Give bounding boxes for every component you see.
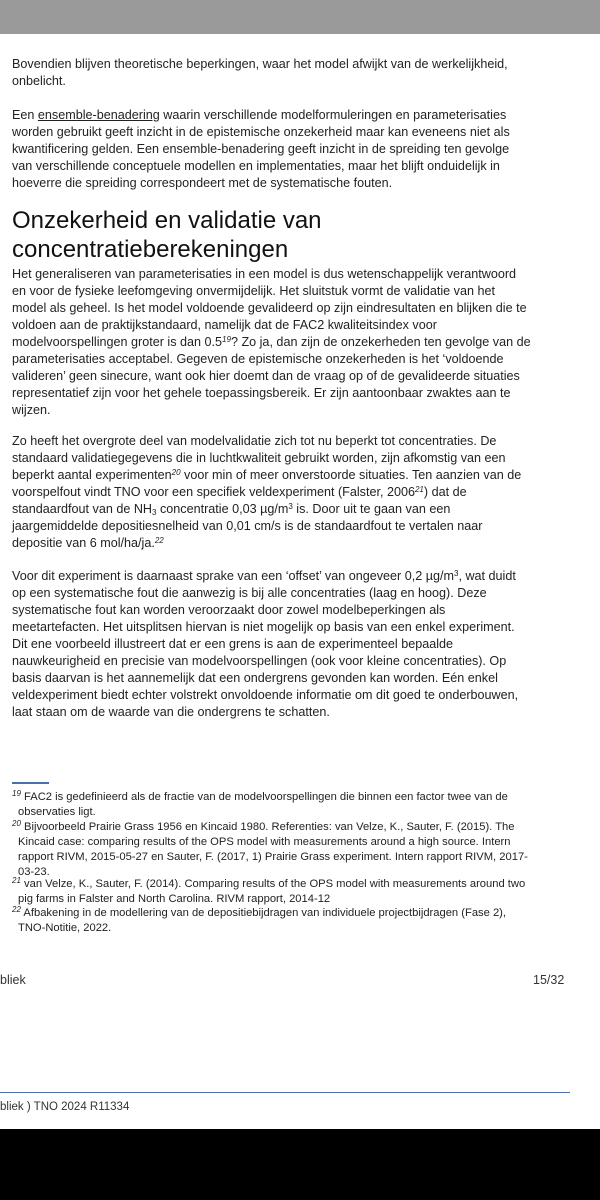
paragraph-concentrations: Zo heeft het overgrote deel van modelvalidatie zich tot nu beperkt tot concentraties. De standaard validatiegegevens die in luchtkwaliteit gebruikt worden, zijn afkomstig van een beperkt aantal experimenten$^{20}$ voor min of meer onverstoorde situaties. Ten aanzien van de voorspelfout vindt TNO voor een specifiek veldexperiment (Falster, 2006$^{21}$) dat de standaardfout van de $NH_3$ concentratie 0,03 $\mu g/m^3$ is. Door uit te gaan van een jaargemiddelde depositiesnelheid van 0,01 cm/s is de standaardfout te vertalen naar depositie van 6 mol/ha/ja.$^{22}$ xyxy=(12,434,522,550)
footer-left-text: bliek xyxy=(0,973,26,987)
footnote-21: $^{21}$ van Velze, K., Sauter, F. (2014). Comparing results of the OPS model with measurements around two pig farms in Falster and North Carolina. RIVM rapport, 2014-12 xyxy=(12,876,526,905)
footnote-19: $^{19}$ FAC2 is gedefinieerd als de fractie van de modelvoorspellingen die binnen een factor twee van de observaties ligt. xyxy=(12,789,508,818)
paragraph-offset: Voor dit experiment is daarnaast sprake van een ‘offset’ van ongeveer 0,2 $\mu g/m^3$, wat duidt op een systematische fout die aanwezig is bij alle concentraties (laag en hoog). Deze systematische fout kan worden veroorzaakt door zowel modelbeperkingen als meetartefacten. Het uitsplitsen hiervan is niet mogelijk op basis van een enkel experiment. Dit ene voorbeeld illustreert dat er een grens is aan de experimenteel bepaalde nauwkeurigheid en precisie van modelvoorspellingen (ook voor kleine concentraties). Op basis daarvan is het aannemelijk dat een ondergrens gevonden kan worden. Eén enkel veldexperiment biedt echter volstrekt onvoldoende informatie om dit goed te onderbouwen, laat staan om de waarde van die ondergrens te schatten. xyxy=(12,569,519,719)
footnote-ref-19[interactable]: 19 xyxy=(222,335,231,344)
footnote-22: $^{22}$ Afbakening in de modellering van de depositiebijdragen van individuele projectbijdragen (Fase 2), TNO-Notitie, 2022. xyxy=(12,905,507,934)
browser-top-bar xyxy=(0,0,600,34)
footnote-20: $^{20}$ Bijvoorbeeld Prairie Grass 1956 en Kincaid 1980. Referenties: van Velze, K., Sauter, F. (2015). The Kincaid case: comparing results of the OPS model with measurements around a high source. Intern rapport RIVM, 2015-05-27 en Sauter, F. (2017, 1) Prairie Grass experiment. Intern rapport RIVM, 2017- 03-23. xyxy=(12,819,528,878)
section-heading: Onzekerheid en validatie van concentratieberekeningen xyxy=(12,207,322,263)
footer-divider xyxy=(0,1092,570,1093)
paragraph-validation: Het generaliseren van parameterisaties in een model is dus wetenschappelijk verantwoord en voor de fysieke leefomgeving onvermijdelijk. Het sluitstuk vormt de validatie van het model als geheel. Is het model voldoende gevalideerd op zijn eindresultaten en blijken die te voldoen aan de praktijkstandaard, namelijk dat de FAC2 kwaliteitsindex voor modelvoorspellingen groter is dan $0.5^{19}$? Zo ja, dan zijn de onzekerheden ten gevolge van de parameterisaties acceptabel. Gegeven de epistemische onzekerheden is het ‘voldoende valideren’ geen sinecure, want ook hier doemt dan de vraag op of de gevalideerde situaties representatief zijn voor het gehele toepassingsbereik. Er zijn aantoonbaar zwaktes aan te wijzen. xyxy=(12,267,531,417)
footnote-ref-20[interactable]: 20 xyxy=(171,468,181,477)
ensemble-link[interactable]: ensemble-benadering xyxy=(37,108,160,122)
footnote-ref-22[interactable]: 22 xyxy=(154,536,164,545)
paragraph-ensemble: Een ensemble-benadering waarin verschillende modelformuleringen en parameterisaties worden gebruikt geeft inzicht in de epistemische onzekerheid maar kan eveneens niet als kwantificering gelden. Een ensemble-benadering geeft inzicht in de spreiding ten gevolge van verschillende conceptuele modellen en implementaties, maar het blijft onduidelijk in hoeverre die spreiding correspondeert met de systematische fouten. xyxy=(12,108,510,190)
footnote-divider xyxy=(12,782,49,784)
document-id: bliek ) TNO 2024 R11334 xyxy=(0,1101,130,1113)
paragraph-limitations: Bovendien blijven theoretische beperkingen, waar het model afwijkt van de werkelijkheid, onbelicht. xyxy=(12,57,508,88)
footnote-ref-21[interactable]: 21 xyxy=(414,485,424,494)
page-number: 15/32 xyxy=(533,973,565,987)
device-bottom-bar xyxy=(0,1129,600,1200)
